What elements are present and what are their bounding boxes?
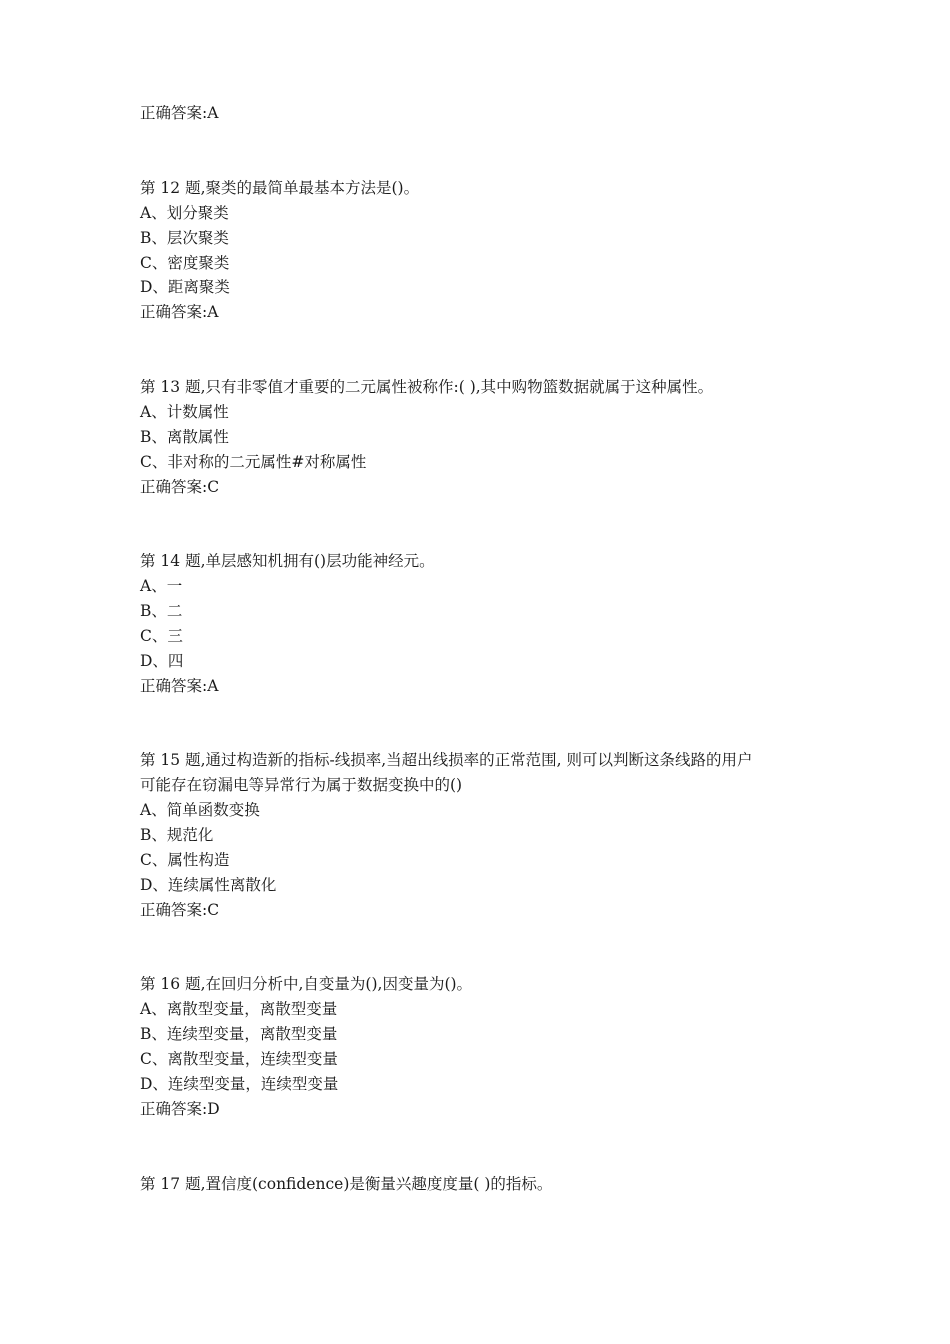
question-option: C、离散型变量，连续型变量 [140,1050,338,1068]
question-option: B、层次聚类 [140,229,229,247]
question-title-line-2: 可能存在窃漏电等异常行为属于数据变换中的() [140,776,463,794]
question-answer: 正确答案:D [140,1100,220,1118]
question-title: 第 13 题,只有非零值才重要的二元属性被称作:( ),其中购物篮数据就属于这种属性。 [140,378,714,396]
question-option: D、连续型变量，连续型变量 [140,1075,339,1093]
question-option: A、一 [140,577,183,595]
question-option: A、简单函数变换 [140,801,260,819]
question-option: D、连续属性离散化 [140,876,277,894]
question-option: B、连续型变量，离散型变量 [140,1025,338,1043]
question-answer: 正确答案:A [140,677,219,695]
question-answer: 正确答案:C [140,478,220,496]
question-option: A、划分聚类 [140,204,229,222]
question-answer: 正确答案:C [140,901,220,919]
question-option: A、离散型变量，离散型变量 [140,1000,338,1018]
question-title: 第 14 题,单层感知机拥有()层功能神经元。 [140,552,435,570]
question-option: B、离散属性 [140,428,229,446]
question-option: C、三 [140,627,183,645]
question-option: D、四 [140,652,184,670]
question-title-line-1: 第 15 题,通过构造新的指标-线损率,当超出线损率的正常范围, 则可以判断这条线路的用户 [140,751,753,769]
question-option: C、密度聚类 [140,254,230,272]
question-option: D、距离聚类 [140,278,230,296]
question-option: C、非对称的二元属性#对称属性 [140,453,367,471]
question-option: C、属性构造 [140,851,230,869]
question-option: B、二 [140,602,183,620]
question-option: A、计数属性 [140,403,229,421]
question-option: B、规范化 [140,826,214,844]
question-answer: 正确答案:A [140,303,219,321]
question-title: 第 12 题,聚类的最简单最基本方法是()。 [140,179,420,197]
question-title: 第 17 题,置信度(confidence)是衡量兴趣度度量( )的指标。 [140,1175,553,1193]
prev-answer: 正确答案:A [140,104,219,122]
question-title: 第 16 题,在回归分析中,自变量为(),因变量为()。 [140,975,473,993]
